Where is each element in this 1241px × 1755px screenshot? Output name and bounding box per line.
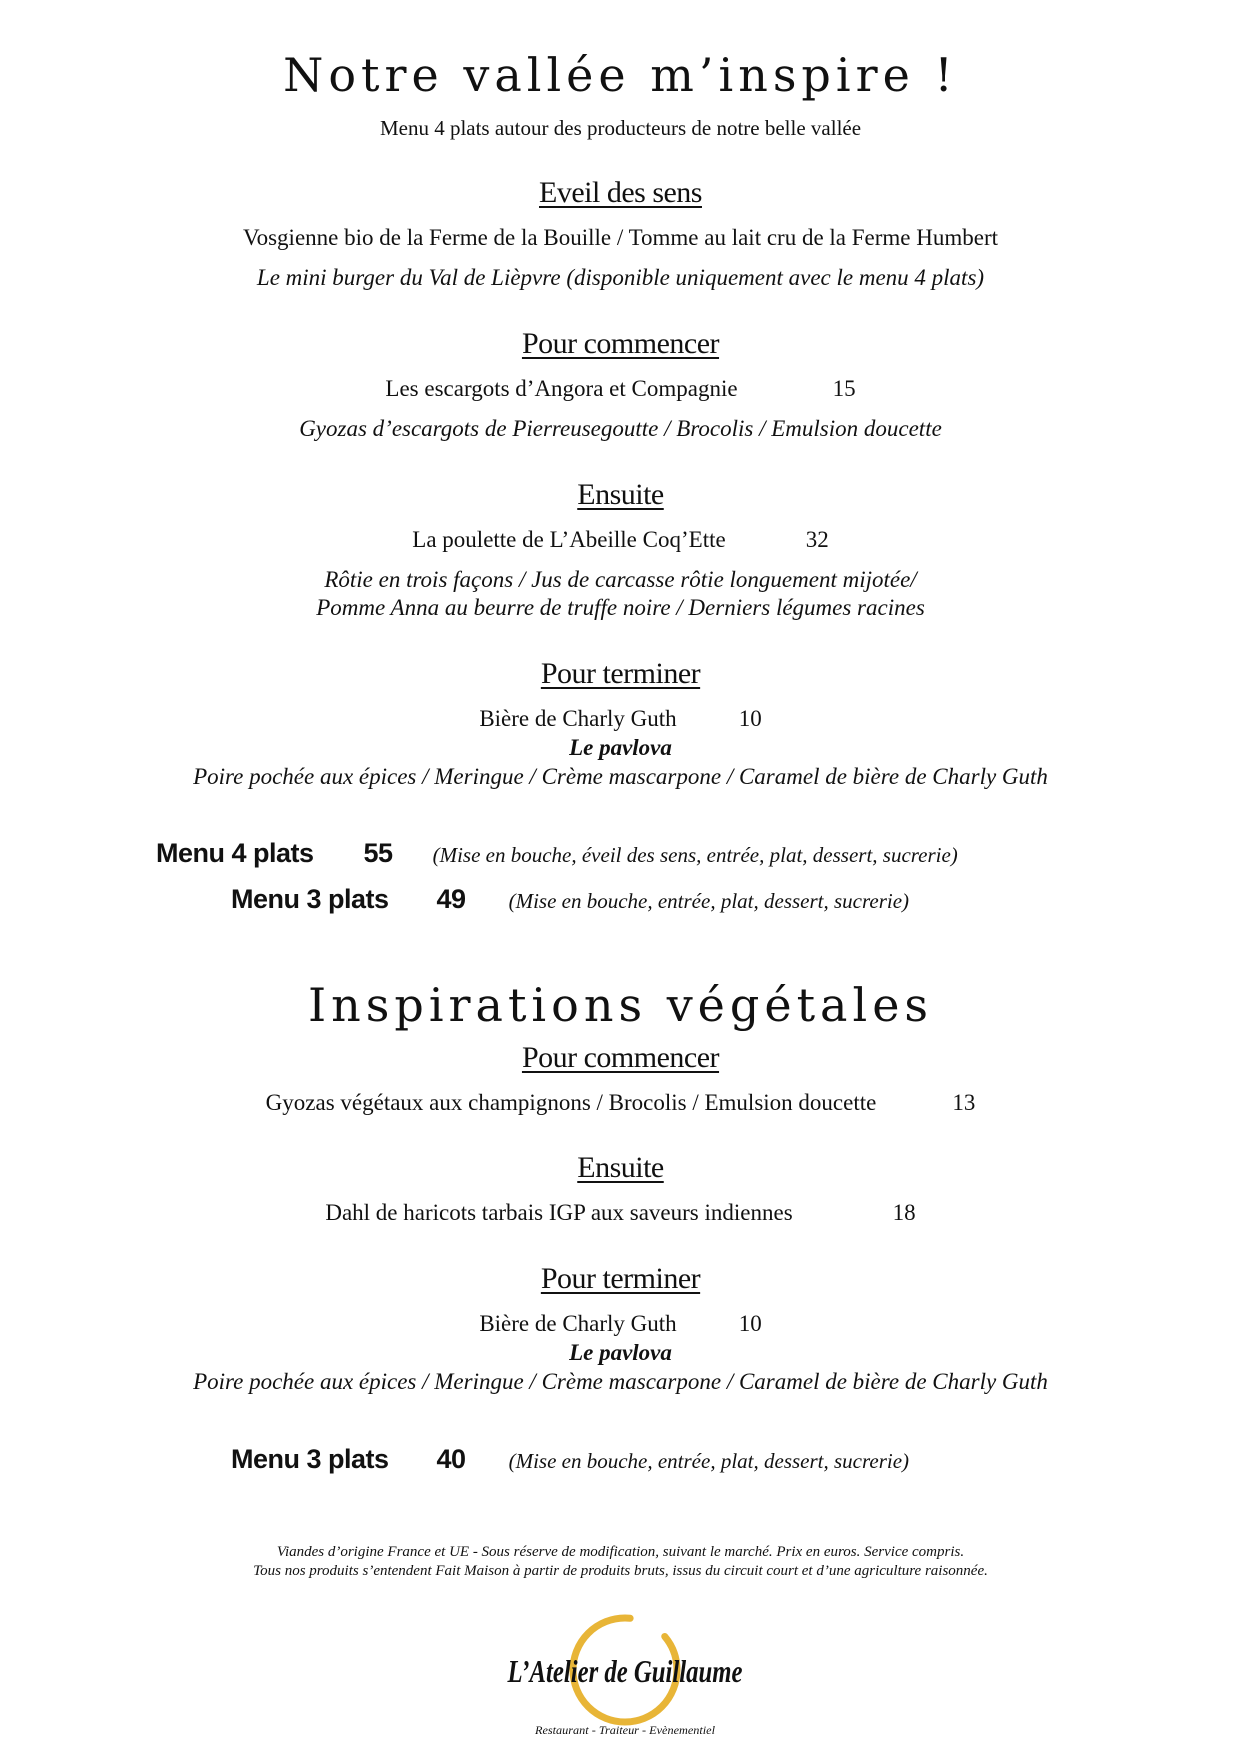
eveil-line: Vosgienne bio de la Ferme de la Bouille / Tomme au lait cru de la Ferme Humbert	[242, 225, 999, 250]
formula-note: (Mise en bouche, entrée, plat, dessert, sucrerie)	[508, 889, 910, 913]
menu-title-vegetal: Inspirations végétales	[307, 978, 934, 1032]
section-heading-eveil: Eveil des sens	[539, 176, 702, 209]
item-description: Gyozas d’escargots de Pierreusegoutte / Brocolis / Emulsion doucette	[299, 416, 942, 441]
veg-dessert-item	[0, 1311, 1241, 1337]
formula-label: Menu 3 plats	[231, 884, 389, 914]
item-description: Rôtie en trois façons / Jus de carcasse rôtie longuement mijotée/	[324, 567, 917, 592]
formula-price: 55	[363, 838, 393, 868]
logo-name: L’Atelier de Guillaume	[506, 1653, 743, 1689]
item-name: Bière de Charly Guth	[479, 706, 677, 731]
section-heading-commencer: Pour commencer	[521, 327, 720, 360]
formula-price: 49	[436, 884, 466, 914]
logo-tagline: Restaurant - Traiteur - Evènementiel	[533, 1723, 716, 1737]
item-description: Poire pochée aux épices / Meringue / Crème mascarpone / Caramel de bière de Charly Guth	[193, 1369, 1048, 1394]
footer-line-origin: Viandes d’origine France et UE - Sous réserve de modification, suivant le marché. Prix en euros. Service compris.	[276, 1544, 965, 1560]
restaurant-logo	[500, 1608, 750, 1748]
item-description: Pomme Anna au beurre de truffe noire / Derniers légumes racines	[316, 595, 925, 620]
item-price: 32	[805, 527, 829, 552]
item-price: 15	[832, 376, 856, 401]
item-price: 10	[738, 706, 762, 731]
section-heading-terminer: Pour terminer	[540, 657, 701, 690]
footer-line-homemade: Tous nos produits s’entendent Fait Maison à partir de produits bruts, issus du circuit court et d’une agriculture raisonnée.	[253, 1563, 988, 1579]
section-heading-commencer: Pour commencer	[521, 1041, 720, 1074]
formula-note: (Mise en bouche, entrée, plat, dessert, sucrerie)	[508, 1449, 910, 1473]
veg-main-item	[0, 1200, 1241, 1226]
item-price: 13	[952, 1090, 976, 1115]
item-name: La poulette de L’Abeille Coq’Ette	[412, 527, 726, 552]
section-heading-terminer: Pour terminer	[540, 1262, 701, 1295]
formula-label: Menu 4 plats	[156, 838, 314, 868]
dessert-item	[0, 706, 1241, 732]
starter-item	[0, 376, 1241, 402]
item-name: Gyozas végétaux aux champignons / Brocolis / Emulsion doucette	[265, 1090, 877, 1115]
dish-name: Le pavlova	[569, 1340, 672, 1365]
main-item	[0, 527, 1241, 553]
menu-title: Notre vallée m’inspire !	[283, 48, 958, 102]
item-price: 10	[738, 1311, 762, 1336]
formula-note: (Mise en bouche, éveil des sens, entrée, plat, dessert, sucrerie)	[432, 843, 958, 867]
eveil-burger-line: Le mini burger du Val de Lièpvre (disponible uniquement avec le menu 4 plats)	[256, 265, 985, 290]
formula-price: 40	[436, 1444, 466, 1474]
section-heading-ensuite: Ensuite	[577, 478, 664, 511]
formula-veg-menu-3	[231, 1444, 909, 1475]
menu-subtitle: Menu 4 plats autour des producteurs de notre belle vallée	[379, 116, 862, 140]
item-name: Dahl de haricots tarbais IGP aux saveurs indiennes	[325, 1200, 793, 1225]
formula-label: Menu 3 plats	[231, 1444, 389, 1474]
dish-name: Le pavlova	[569, 735, 672, 760]
section-heading-ensuite: Ensuite	[577, 1151, 664, 1184]
item-name: Les escargots d’Angora et Compagnie	[385, 376, 738, 401]
formula-menu-4	[156, 838, 958, 869]
item-price: 18	[892, 1200, 916, 1225]
item-name: Bière de Charly Guth	[479, 1311, 677, 1336]
veg-starter-item	[0, 1090, 1241, 1116]
formula-menu-3	[231, 884, 909, 915]
item-description: Poire pochée aux épices / Meringue / Crème mascarpone / Caramel de bière de Charly Guth	[193, 764, 1048, 789]
